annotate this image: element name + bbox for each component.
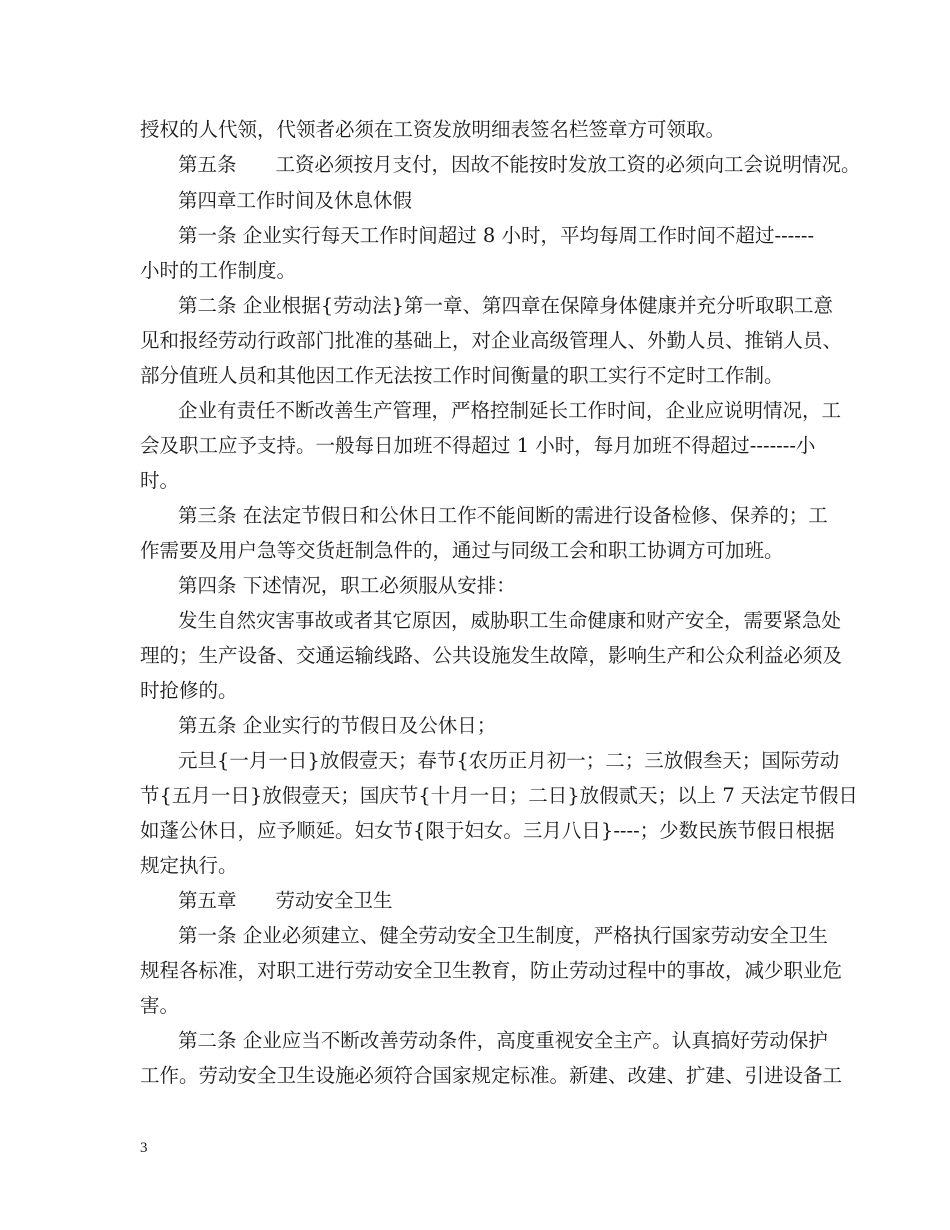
text-line: 节{五月一日}放假壹天；国庆节{十月一日；二日}放假贰天；以上 7 天法定节假日 [140,784,858,807]
page-number: 3 [140,1140,148,1156]
text-line: 第五条 工资必须按月支付，因故不能按时发放工资的必须向工会说明情况。 [178,153,861,176]
text-line: 第二条 企业应当不断改善劳动条件，高度重视安全主产。认真搞好劳动保护 [178,1029,828,1052]
text-line: 第一条 企业必须建立、健全劳动安全卫生制度，严格执行国家劳动安全卫生 [178,924,828,947]
text-line: 规程各标准，对职工进行劳动安全卫生教育，防止劳动过程中的事故，减少职业危 [140,959,843,982]
text-line: 害。 [140,994,180,1017]
text-line: 第二条 企业根据{劳动法}第一章、第四章在保障身体健康并充分听取职工意 [178,294,834,317]
text-line: 理的；生产设备、交通运输线路、公共设施发生故障，影响生产和公众利益必须及 [140,644,843,667]
text-line: 时。 [140,469,180,492]
text-line: 小时的工作制度。 [140,259,297,282]
text-line: 第四条 下述情况，职工必须服从安排： [178,574,516,597]
text-line: 第一条 企业实行每天工作时间超过 8 小时，平均每周工作时间不超过------ [178,224,815,247]
text-line: 时抢修的。 [140,679,238,702]
text-line: 发生自然灾害事故或者其它原因，威胁职工生命健康和财产安全，需要紧急处 [178,609,842,632]
text-line: 如蓬公休日，应予顺延。妇女节{限于妇女。三月八日}----；少数民族节假日根据 [140,819,835,842]
text-line: 企业有责任不断改善生产管理，严格控制延长工作时间，企业应说明情况，工 [178,399,842,422]
text-line: 元旦{一月一日}放假壹天；春节{农历正月初一；二；三放假叁天；国际劳动 [178,749,840,772]
text-line: 部分值班人员和其他因工作无法按工作时间衡量的职工实行不定时工作制。 [140,364,784,387]
text-line: 授权的人代领，代领者必须在工资发放明细表签名栏签章方可领取。 [140,118,726,141]
text-line: 工作。劳动安全卫生设施必须符合国家规定标准。新建、改建、扩建、引进设备工 [140,1064,843,1087]
chapter-heading: 第四章工作时间及休息休假 [178,189,413,212]
text-line: 作需要及用户急等交货赶制急件的，通过与同级工会和职工协调方可加班。 [140,539,784,562]
text-line: 第三条 在法定节假日和公休日工作不能间断的需进行设备检修、保养的；工 [178,504,828,527]
text-line: 见和报经劳动行政部门批准的基础上，对企业高级管理人、外勤人员、推销人员、 [140,329,843,352]
text-line: 规定执行。 [140,854,238,877]
text-line: 会及职工应予支持。一般每日加班不得超过 1 小时，每月加班不得超过-------小 [140,434,816,457]
text-line: 第五条 企业实行的节假日及公休日； [178,714,497,737]
chapter-heading: 第五章 劳动安全卫生 [178,889,393,912]
